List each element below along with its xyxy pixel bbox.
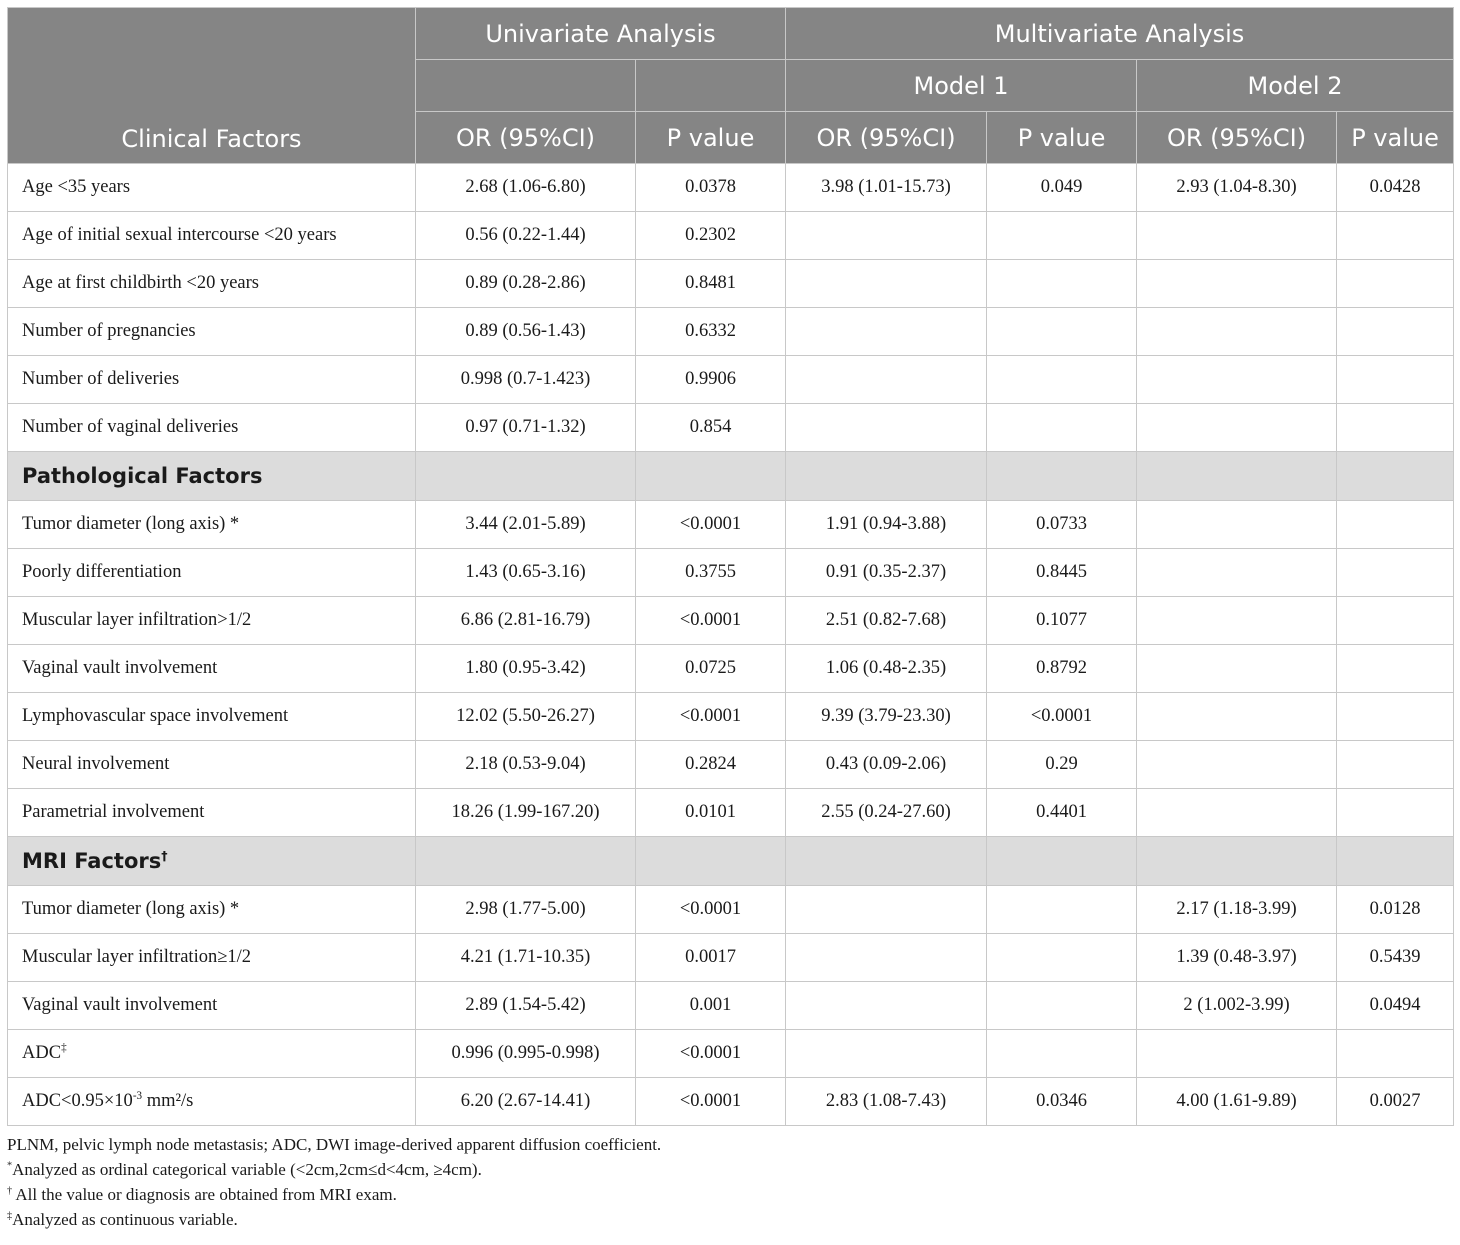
- cell-m1-or: [786, 404, 987, 452]
- cell-m1-p: [987, 934, 1137, 982]
- footnote-double-dagger: ‡Analyzed as continuous variable.: [7, 1210, 238, 1229]
- section-blank-cell: [1337, 837, 1454, 886]
- header-clinical-factors: Clinical Factors: [8, 8, 416, 164]
- cell-uni-p: <0.0001: [636, 597, 786, 645]
- factor-label: Vaginal vault involvement: [8, 982, 416, 1030]
- cell-uni-p: 0.0378: [636, 164, 786, 212]
- section-blank-cell: [786, 837, 987, 886]
- cell-uni-or: 4.21 (1.71-10.35): [416, 934, 636, 982]
- cell-m2-p: [1337, 549, 1454, 597]
- cell-uni-or: 6.86 (2.81-16.79): [416, 597, 636, 645]
- factor-label: Muscular layer infiltration≥1/2: [8, 934, 416, 982]
- cell-m1-or: [786, 934, 987, 982]
- table-footnotes: [7, 1132, 1453, 1232]
- footnote-dagger: † All the value or diagnosis are obtained from MRI exam.: [7, 1185, 397, 1204]
- cell-m2-or: [1137, 212, 1337, 260]
- cell-m1-or: [786, 308, 987, 356]
- table-row: [8, 1030, 1454, 1078]
- table-row: [8, 356, 1454, 404]
- footnote-abbreviations: PLNM, pelvic lymph node metastasis; ADC, DWI image-derived apparent diffusion coefficient.: [7, 1135, 662, 1154]
- cell-m2-p: 0.0428: [1337, 164, 1454, 212]
- cell-m1-p: 0.8445: [987, 549, 1137, 597]
- cell-uni-p: 0.854: [636, 404, 786, 452]
- section-label: MRI Factors†: [8, 837, 416, 886]
- cell-m2-or: 4.00 (1.61-9.89): [1137, 1078, 1337, 1126]
- cell-uni-or: 2.89 (1.54-5.42): [416, 982, 636, 1030]
- cell-m2-p: [1337, 260, 1454, 308]
- table-wrapper: [7, 7, 1453, 1232]
- cell-uni-or: 0.89 (0.56-1.43): [416, 308, 636, 356]
- cell-m1-p: [987, 982, 1137, 1030]
- header-model2: Model 2: [1137, 60, 1454, 112]
- cell-m2-or: [1137, 308, 1337, 356]
- cell-m1-or: 9.39 (3.79-23.30): [786, 693, 987, 741]
- cell-m1-or: 0.91 (0.35-2.37): [786, 549, 987, 597]
- factor-label: Tumor diameter (long axis) *: [8, 501, 416, 549]
- factor-label: Muscular layer infiltration>1/2: [8, 597, 416, 645]
- factor-label: Poorly differentiation: [8, 549, 416, 597]
- cell-m1-p: [987, 212, 1137, 260]
- cell-uni-p: 0.8481: [636, 260, 786, 308]
- header-m1-or: OR (95%CI): [786, 112, 987, 164]
- cell-m2-or: [1137, 789, 1337, 837]
- header-uni-p: P value: [636, 112, 786, 164]
- cell-m2-p: [1337, 741, 1454, 789]
- header-uni-or: OR (95%CI): [416, 112, 636, 164]
- factor-label: Vaginal vault involvement: [8, 645, 416, 693]
- cell-m1-p: 0.1077: [987, 597, 1137, 645]
- cell-m2-or: [1137, 404, 1337, 452]
- cell-uni-p: <0.0001: [636, 693, 786, 741]
- table-row: [8, 982, 1454, 1030]
- cell-m1-or: [786, 1030, 987, 1078]
- table-row: [8, 789, 1454, 837]
- cell-m1-p: 0.29: [987, 741, 1137, 789]
- cell-uni-or: 2.98 (1.77-5.00): [416, 886, 636, 934]
- cell-m2-or: [1137, 356, 1337, 404]
- cell-m1-or: [786, 260, 987, 308]
- cell-m2-p: [1337, 212, 1454, 260]
- section-blank-cell: [1137, 452, 1337, 501]
- section-row: [8, 837, 1454, 886]
- table-row: [8, 934, 1454, 982]
- factor-label: Age at first childbirth <20 years: [8, 260, 416, 308]
- cell-uni-or: 1.80 (0.95-3.42): [416, 645, 636, 693]
- cell-uni-or: 1.43 (0.65-3.16): [416, 549, 636, 597]
- cell-m1-or: [786, 886, 987, 934]
- header-univariate: Univariate Analysis: [416, 8, 786, 60]
- cell-m2-p: 0.5439: [1337, 934, 1454, 982]
- cell-m2-p: [1337, 1030, 1454, 1078]
- cell-m1-p: [987, 260, 1137, 308]
- cell-uni-or: 6.20 (2.67-14.41): [416, 1078, 636, 1126]
- cell-m2-p: [1337, 789, 1454, 837]
- factor-label: Tumor diameter (long axis) *: [8, 886, 416, 934]
- header-model1: Model 1: [786, 60, 1137, 112]
- cell-uni-p: 0.9906: [636, 356, 786, 404]
- cell-m1-p: 0.4401: [987, 789, 1137, 837]
- header-m2-p: P value: [1337, 112, 1454, 164]
- cell-m2-p: [1337, 308, 1454, 356]
- cell-uni-p: 0.0017: [636, 934, 786, 982]
- cell-m2-p: [1337, 645, 1454, 693]
- table-row: [8, 886, 1454, 934]
- cell-m2-p: 0.0494: [1337, 982, 1454, 1030]
- footnote-star: *Analyzed as ordinal categorical variable (<2cm,2cm≤d<4cm, ≥4cm).: [7, 1160, 482, 1179]
- cell-m2-or: 2.93 (1.04-8.30): [1137, 164, 1337, 212]
- cell-m2-p: [1337, 501, 1454, 549]
- cell-uni-or: 2.68 (1.06-6.80): [416, 164, 636, 212]
- table-row: [8, 212, 1454, 260]
- cell-m1-or: [786, 356, 987, 404]
- header-m1-p: P value: [987, 112, 1137, 164]
- cell-uni-or: 3.44 (2.01-5.89): [416, 501, 636, 549]
- cell-uni-or: 0.56 (0.22-1.44): [416, 212, 636, 260]
- cell-m2-or: [1137, 549, 1337, 597]
- cell-m1-p: [987, 404, 1137, 452]
- cell-uni-p: 0.001: [636, 982, 786, 1030]
- cell-uni-p: <0.0001: [636, 501, 786, 549]
- cell-m2-or: 1.39 (0.48-3.97): [1137, 934, 1337, 982]
- cell-m2-p: [1337, 404, 1454, 452]
- table-row: [8, 741, 1454, 789]
- section-blank-cell: [636, 452, 786, 501]
- cell-m2-or: [1137, 741, 1337, 789]
- factor-label: Lymphovascular space involvement: [8, 693, 416, 741]
- table-row: [8, 1078, 1454, 1126]
- table-row: [8, 693, 1454, 741]
- table-row: [8, 260, 1454, 308]
- section-blank-cell: [416, 452, 636, 501]
- cell-m2-or: 2 (1.002-3.99): [1137, 982, 1337, 1030]
- cell-uni-p: 0.6332: [636, 308, 786, 356]
- table-header: [8, 8, 1454, 164]
- factor-label: ADC‡: [8, 1030, 416, 1078]
- factor-label: Age of initial sexual intercourse <20 years: [8, 212, 416, 260]
- cell-m1-p: 0.049: [987, 164, 1137, 212]
- section-blank-cell: [1337, 452, 1454, 501]
- factor-label: Parametrial involvement: [8, 789, 416, 837]
- cell-m1-or: [786, 982, 987, 1030]
- cell-m1-or: 0.43 (0.09-2.06): [786, 741, 987, 789]
- results-table: [7, 7, 1454, 1126]
- table-row: [8, 549, 1454, 597]
- section-blank-cell: [786, 452, 987, 501]
- cell-m2-p: 0.0128: [1337, 886, 1454, 934]
- section-blank-cell: [987, 452, 1137, 501]
- factor-label: Number of deliveries: [8, 356, 416, 404]
- cell-uni-or: 0.97 (0.71-1.32): [416, 404, 636, 452]
- factor-label: $ADC<0.95\times 10^{-3}$ mm²/s: [8, 1078, 416, 1126]
- cell-uni-or: 0.996 (0.995-0.998): [416, 1030, 636, 1078]
- cell-m2-or: [1137, 1030, 1337, 1078]
- cell-m1-p: 0.8792: [987, 645, 1137, 693]
- cell-uni-or: 0.89 (0.28-2.86): [416, 260, 636, 308]
- factor-label: Number of vaginal deliveries: [8, 404, 416, 452]
- table-body: [8, 164, 1454, 1126]
- section-blank-cell: [416, 837, 636, 886]
- cell-m2-or: [1137, 501, 1337, 549]
- table-row: [8, 164, 1454, 212]
- table-row: [8, 645, 1454, 693]
- cell-uni-p: <0.0001: [636, 886, 786, 934]
- header-blank-cell: [636, 60, 786, 112]
- cell-m1-or: 2.51 (0.82-7.68): [786, 597, 987, 645]
- cell-uni-p: 0.2302: [636, 212, 786, 260]
- factor-label: Neural involvement: [8, 741, 416, 789]
- cell-uni-p: 0.0101: [636, 789, 786, 837]
- table-row: [8, 597, 1454, 645]
- cell-m2-p: [1337, 597, 1454, 645]
- cell-m1-p: [987, 1030, 1137, 1078]
- table-row: [8, 404, 1454, 452]
- cell-m2-or: [1137, 693, 1337, 741]
- factor-label: Number of pregnancies: [8, 308, 416, 356]
- cell-m2-p: 0.0027: [1337, 1078, 1454, 1126]
- cell-uni-p: 0.2824: [636, 741, 786, 789]
- cell-m1-or: 1.06 (0.48-2.35): [786, 645, 987, 693]
- cell-m1-p: 0.0346: [987, 1078, 1137, 1126]
- section-row: [8, 452, 1454, 501]
- cell-uni-p: <0.0001: [636, 1030, 786, 1078]
- section-blank-cell: [987, 837, 1137, 886]
- section-blank-cell: [1137, 837, 1337, 886]
- cell-uni-p: <0.0001: [636, 1078, 786, 1126]
- cell-m1-or: [786, 212, 987, 260]
- cell-m1-or: 3.98 (1.01-15.73): [786, 164, 987, 212]
- cell-m1-p: [987, 308, 1137, 356]
- cell-m1-p: [987, 886, 1137, 934]
- cell-m2-or: 2.17 (1.18-3.99): [1137, 886, 1337, 934]
- section-label: Pathological Factors: [8, 452, 416, 501]
- factor-label: Age <35 years: [8, 164, 416, 212]
- cell-m1-or: 1.91 (0.94-3.88): [786, 501, 987, 549]
- cell-m2-or: [1137, 597, 1337, 645]
- cell-m1-p: <0.0001: [987, 693, 1137, 741]
- cell-m2-p: [1337, 693, 1454, 741]
- cell-uni-or: 18.26 (1.99-167.20): [416, 789, 636, 837]
- cell-uni-or: 12.02 (5.50-26.27): [416, 693, 636, 741]
- section-blank-cell: [636, 837, 786, 886]
- cell-m2-p: [1337, 356, 1454, 404]
- header-multivariate: Multivariate Analysis: [786, 8, 1454, 60]
- cell-uni-or: 2.18 (0.53-9.04): [416, 741, 636, 789]
- cell-uni-p: 0.0725: [636, 645, 786, 693]
- cell-uni-p: 0.3755: [636, 549, 786, 597]
- header-blank-cell: [416, 60, 636, 112]
- cell-m1-or: 2.55 (0.24-27.60): [786, 789, 987, 837]
- cell-m1-p: 0.0733: [987, 501, 1137, 549]
- cell-m1-p: [987, 356, 1137, 404]
- table-row: [8, 308, 1454, 356]
- cell-m1-or: 2.83 (1.08-7.43): [786, 1078, 987, 1126]
- table-row: [8, 501, 1454, 549]
- cell-m2-or: [1137, 645, 1337, 693]
- cell-m2-or: [1137, 260, 1337, 308]
- cell-uni-or: 0.998 (0.7-1.423): [416, 356, 636, 404]
- header-m2-or: OR (95%CI): [1137, 112, 1337, 164]
